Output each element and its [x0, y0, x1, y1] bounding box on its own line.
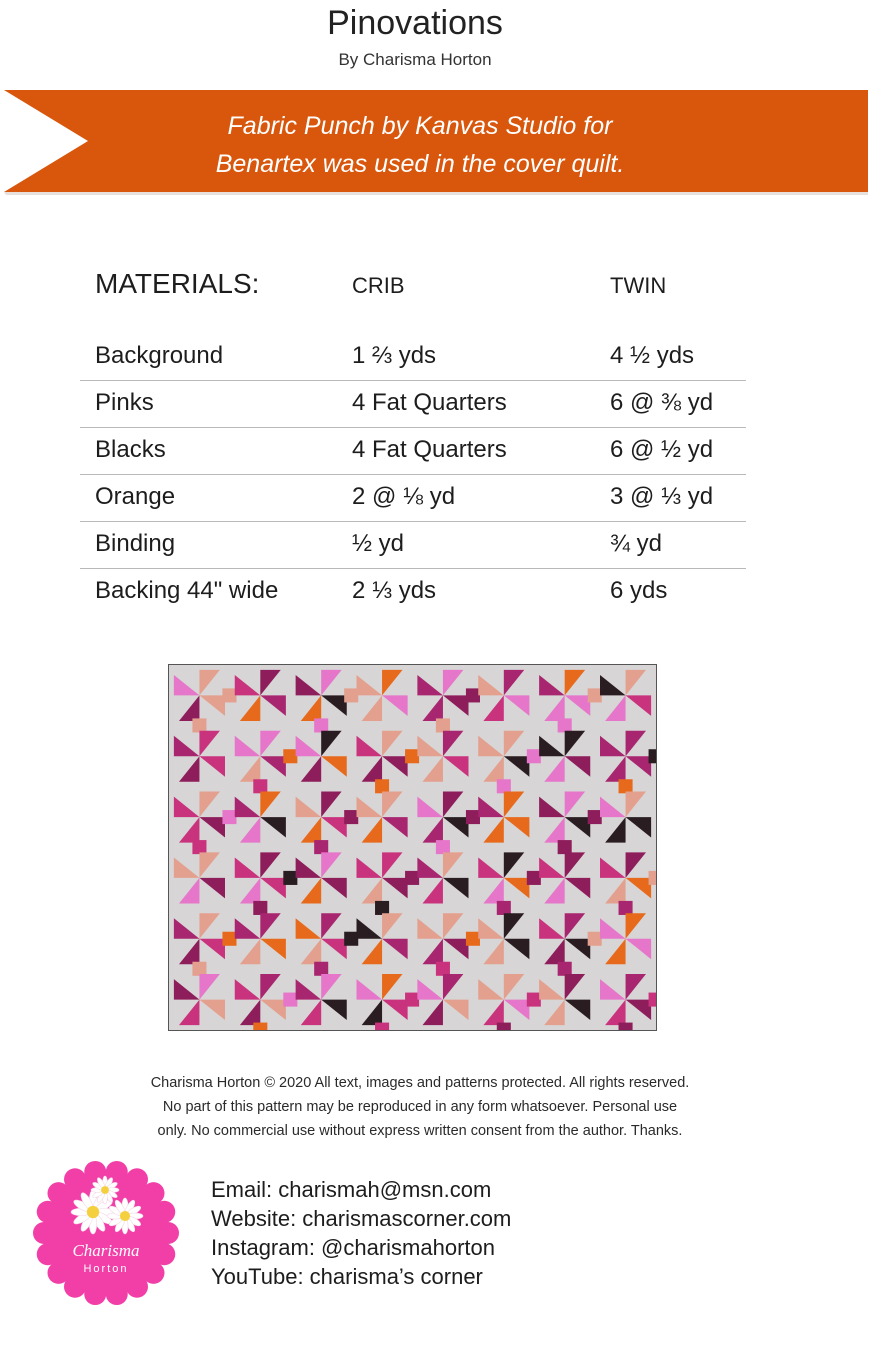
quilt-patch [362, 878, 382, 904]
quilt-patch [588, 932, 602, 946]
quilt-patch [235, 979, 261, 999]
quilt-patch [199, 695, 225, 715]
quilt-patch [417, 675, 443, 695]
quilt-patch [260, 939, 286, 959]
quilt-patch [283, 993, 297, 1007]
quilt-patch [260, 670, 280, 696]
quilt-patch [296, 857, 322, 877]
quilt-patch [605, 878, 625, 904]
quilt-patch [558, 962, 572, 976]
quilt-patch [174, 979, 200, 999]
quilt-patch [174, 736, 200, 756]
quilt-patch [527, 871, 541, 885]
quilt-patch [382, 670, 402, 696]
quilt-patch [260, 1000, 286, 1020]
quilt-patch [504, 878, 530, 898]
quilt-patch [605, 756, 625, 782]
quilt-patch [192, 718, 206, 732]
quilt-patch [600, 979, 626, 999]
quilt-patch [222, 810, 236, 824]
quilt-patch [565, 1000, 591, 1020]
table-row [80, 381, 746, 428]
quilt-patch [443, 939, 469, 959]
quilt-patch [240, 939, 260, 965]
quilt-patch [626, 731, 646, 757]
quilt-patch [222, 932, 236, 946]
quilt-patch [626, 1000, 652, 1020]
quilt-patch [443, 974, 463, 1000]
quilt-patch [179, 1000, 199, 1026]
quilt-patch [466, 688, 480, 702]
quilt-patch [422, 878, 442, 904]
quilt-patch [565, 792, 585, 818]
contact-instagram: Instagram: @charismahorton [211, 1235, 496, 1260]
table-row [80, 428, 746, 475]
quilt-patch [260, 792, 280, 818]
quilt-patch [539, 736, 565, 756]
quilt-patch [605, 939, 625, 965]
quilt-patch [362, 1000, 382, 1026]
quilt-patch [588, 810, 602, 824]
quilt-patch [296, 918, 322, 938]
quilt-patch [626, 852, 646, 878]
quilt-patch [417, 797, 443, 817]
quilt-patch [619, 901, 633, 915]
quilt-patch [626, 670, 646, 696]
quilt-patch [539, 857, 565, 877]
quilt-patch [558, 718, 572, 732]
column-header-crib: CRIB [352, 273, 405, 298]
quilt-patch [260, 756, 286, 776]
quilt-patch [382, 913, 402, 939]
quilt-patch [382, 756, 408, 776]
quilt-patch [417, 857, 443, 877]
quilt-patch [283, 871, 297, 885]
quilt-patch [497, 1023, 511, 1030]
quilt-patch [382, 817, 408, 837]
quilt-patch [375, 779, 389, 793]
copyright-line-2: No part of this pattern may be reproduced in any form whatsoever. Personal use [162, 1099, 678, 1115]
quilt-patch [382, 939, 408, 959]
quilt-patch [649, 749, 656, 763]
quilt-patch [382, 878, 408, 898]
crib-amount: 2 ⅓ yds [352, 577, 437, 604]
quilt-patch [321, 670, 341, 696]
banner-line-1: Fabric Punch by Kanvas Studio for [227, 112, 613, 140]
quilt-patch [504, 731, 524, 757]
quilt-patch [301, 878, 321, 904]
twin-amount: 6 @ ⅜ yd [610, 389, 714, 416]
material-item: Binding [95, 530, 176, 557]
quilt-patch [600, 736, 626, 756]
quilt-patch [527, 993, 541, 1007]
quilt-patch [235, 736, 261, 756]
quilt-patch [483, 817, 503, 843]
quilt-patch [222, 688, 236, 702]
quilt-patch [539, 918, 565, 938]
quilt-patch [544, 939, 564, 965]
quilt-patch [539, 979, 565, 999]
logo-badge [33, 1160, 179, 1306]
copyright-line-1: Charisma Horton © 2020 All text, images and patterns protected. All rights reserved. [150, 1075, 690, 1091]
copyright-line-3: only. No commercial use without express written consent from the author. Thanks. [157, 1123, 683, 1139]
quilt-patch [565, 731, 585, 757]
quilt-patch [362, 817, 382, 843]
quilt-patch [199, 731, 219, 757]
quilt-patch [483, 756, 503, 782]
quilt-patch [565, 913, 585, 939]
crib-amount: 2 @ ⅛ yd [352, 483, 456, 510]
quilt-patch [483, 878, 503, 904]
quilt-patch [253, 901, 267, 915]
quilt-patch [199, 939, 225, 959]
quilt-patch [199, 792, 219, 818]
quilt-patch [600, 857, 626, 877]
quilt-patch [357, 857, 383, 877]
quilt-patch [362, 756, 382, 782]
table-row [80, 475, 746, 522]
quilt-patch [497, 901, 511, 915]
quilt-patch [321, 1000, 347, 1020]
quilt-patch [619, 1023, 633, 1030]
quilt-patch [565, 939, 591, 959]
quilt-patch [504, 1000, 530, 1020]
quilt-patch [422, 695, 442, 721]
quilt-patch [260, 695, 286, 715]
quilt-patch [174, 857, 200, 877]
quilt-patch [321, 913, 341, 939]
quilt-patch [382, 695, 408, 715]
quilt-patch [436, 718, 450, 732]
quilt-patch [565, 695, 591, 715]
contact-email: Email: charismah@msn.com [211, 1177, 492, 1202]
quilt-patch [443, 878, 469, 898]
quilt-patch [174, 675, 200, 695]
twin-amount: 6 yds [610, 577, 668, 604]
quilt-patch [600, 797, 626, 817]
quilt-patch [192, 962, 206, 976]
quilt-patch [199, 756, 225, 776]
quilt-patch [504, 939, 530, 959]
quilt-patch [478, 797, 504, 817]
quilt-patch [497, 779, 511, 793]
quilt-patch [483, 939, 503, 965]
material-item: Blacks [95, 436, 166, 463]
quilt-patch [260, 913, 280, 939]
quilt-patch [544, 695, 564, 721]
logo-name-last: Horton [83, 1263, 129, 1275]
quilt-patch [179, 695, 199, 721]
quilt-patch [565, 878, 591, 898]
quilt-patch [443, 1000, 469, 1020]
quilt-patch [422, 1000, 442, 1026]
quilt-patch [626, 792, 646, 818]
quilt-patch [174, 797, 200, 817]
quilt-patch [301, 756, 321, 782]
quilt-patch [301, 695, 321, 721]
quilt-patch [443, 792, 463, 818]
quilt-patch [626, 817, 652, 837]
quilt-patch [192, 840, 206, 854]
quilt-patch [314, 718, 328, 732]
quilt-patch [443, 731, 463, 757]
quilt-patch [357, 736, 383, 756]
quilt-patch [544, 1000, 564, 1026]
quilt-patch [422, 817, 442, 843]
quilt-patch [179, 878, 199, 904]
quilt-patch [443, 852, 463, 878]
quilt-patch [478, 675, 504, 695]
quilt-patch [321, 756, 347, 776]
quilt-patch [588, 688, 602, 702]
quilt-patch [483, 1000, 503, 1026]
twin-amount: 6 @ ½ yd [610, 436, 714, 463]
quilt-patch [344, 810, 358, 824]
quilt-patch [382, 792, 402, 818]
quilt-patch [478, 918, 504, 938]
quilt-patch [321, 852, 341, 878]
quilt-patch [199, 878, 225, 898]
quilt-patch [382, 731, 402, 757]
quilt-patch [240, 817, 260, 843]
contact-website: Website: charismascorner.com [211, 1206, 512, 1231]
contact-youtube: YouTube: charisma’s corner [211, 1264, 483, 1289]
banner-line-2: Benartex was used in the cover quilt. [215, 150, 625, 178]
quilt-patch [539, 797, 565, 817]
quilt-patch [436, 840, 450, 854]
quilt-patch [504, 670, 524, 696]
quilt-patch [357, 918, 383, 938]
contact-info [211, 1175, 511, 1291]
quilt-patch [240, 756, 260, 782]
twin-amount: ¾ yd [610, 530, 663, 557]
quilt-patch [321, 695, 347, 715]
quilt-patch [375, 1023, 389, 1030]
quilt-patch [362, 939, 382, 965]
material-item: Pinks [95, 389, 154, 416]
quilt-patch [321, 878, 347, 898]
quilt-patch [235, 797, 261, 817]
quilt-patch [314, 962, 328, 976]
quilt-patch [605, 817, 625, 843]
quilt-patch [626, 974, 646, 1000]
quilt-patch [443, 670, 463, 696]
quilt-patch [544, 756, 564, 782]
quilt-patch [504, 695, 530, 715]
quilt-cover-image [168, 664, 657, 1031]
quilt-patch [199, 974, 219, 1000]
quilt-patch [417, 979, 443, 999]
quilt-patch [443, 913, 463, 939]
banner-text [100, 107, 740, 183]
quilt-patch [504, 913, 524, 939]
quilt-patch [314, 840, 328, 854]
quilt-patch [344, 932, 358, 946]
quilt-patch [199, 913, 219, 939]
materials-table [80, 334, 746, 615]
quilt-patch [436, 962, 450, 976]
quilt-patch [321, 792, 341, 818]
table-row [80, 522, 746, 569]
quilt-patch [301, 817, 321, 843]
quilt-patch [626, 756, 652, 776]
quilt-patch [235, 918, 261, 938]
quilt-patch [375, 901, 389, 915]
copyright-notice [60, 1071, 780, 1143]
quilt-patch [382, 1000, 408, 1020]
quilt-patch [260, 852, 280, 878]
quilt-pinwheel-blocks [169, 665, 656, 1030]
quilt-patch [253, 779, 267, 793]
quilt-patch [260, 731, 280, 757]
quilt-patch [405, 749, 419, 763]
crib-amount: ½ yd [352, 530, 405, 557]
quilt-patch [565, 974, 585, 1000]
quilt-patch [296, 675, 322, 695]
quilt-patch [478, 736, 504, 756]
quilt-patch [649, 993, 656, 1007]
column-header-twin: TWIN [610, 273, 667, 298]
quilt-patch [619, 779, 633, 793]
materials-heading: MATERIALS: [95, 268, 260, 299]
logo-name-first: Charisma [72, 1241, 140, 1260]
quilt-patch [600, 918, 626, 938]
quilt-patch [626, 695, 652, 715]
quilt-patch [417, 918, 443, 938]
material-item: Orange [95, 483, 176, 510]
crib-amount: 4 Fat Quarters [352, 436, 507, 463]
quilt-patch [626, 878, 652, 898]
quilt-patch [466, 932, 480, 946]
quilt-patch [544, 878, 564, 904]
quilt-patch [504, 974, 524, 1000]
quilt-patch [240, 1000, 260, 1026]
quilt-patch [199, 817, 225, 837]
author-byline: By Charisma Horton [338, 50, 492, 69]
quilt-patch [600, 675, 626, 695]
quilt-patch [565, 817, 591, 837]
crib-amount: 4 Fat Quarters [352, 389, 507, 416]
quilt-patch [417, 736, 443, 756]
quilt-patch [483, 695, 503, 721]
quilt-patch [504, 792, 524, 818]
quilt-patch [565, 670, 585, 696]
quilt-patch [240, 695, 260, 721]
quilt-patch [235, 857, 261, 877]
quilt-patch [174, 918, 200, 938]
table-row [80, 569, 746, 615]
quilt-patch [260, 878, 286, 898]
quilt-patch [283, 749, 297, 763]
quilt-patch [179, 756, 199, 782]
quilt-patch [301, 939, 321, 965]
quilt-patch [565, 852, 585, 878]
quilt-patch [527, 749, 541, 763]
material-item: Backing 44" wide [95, 577, 279, 604]
quilt-patch [357, 797, 383, 817]
table-row [80, 334, 746, 381]
material-item: Background [95, 342, 224, 369]
quilt-patch [321, 939, 347, 959]
quilt-patch [504, 852, 524, 878]
quilt-patch [504, 756, 530, 776]
quilt-patch [443, 756, 469, 776]
quilt-patch [321, 817, 347, 837]
quilt-patch [626, 939, 652, 959]
quilt-patch [443, 695, 469, 715]
quilt-patch [382, 974, 402, 1000]
quilt-patch [605, 695, 625, 721]
quilt-patch [362, 695, 382, 721]
quilt-patch [235, 675, 261, 695]
quilt-patch [405, 993, 419, 1007]
quilt-patch [382, 852, 402, 878]
quilt-patch [344, 688, 358, 702]
quilt-patch [544, 817, 564, 843]
quilt-patch [296, 797, 322, 817]
quilt-patch [405, 871, 419, 885]
quilt-patch [357, 675, 383, 695]
quilt-patch [179, 817, 199, 843]
quilt-patch [199, 1000, 225, 1020]
quilt-patch [260, 974, 280, 1000]
quilt-patch [296, 979, 322, 999]
quilt-patch [179, 939, 199, 965]
quilt-patch [466, 810, 480, 824]
twin-amount: 3 @ ⅓ yd [610, 483, 714, 510]
quilt-patch [260, 817, 286, 837]
quilt-patch [357, 979, 383, 999]
quilt-patch [422, 939, 442, 965]
crib-amount: 1 ⅔ yds [352, 342, 437, 369]
quilt-patch [199, 670, 219, 696]
quilt-patch [253, 1023, 267, 1030]
quilt-patch [478, 979, 504, 999]
quilt-patch [539, 675, 565, 695]
quilt-patch [240, 878, 260, 904]
quilt-patch [565, 756, 591, 776]
quilt-patch [649, 871, 656, 885]
quilt-patch [605, 1000, 625, 1026]
quilt-patch [301, 1000, 321, 1026]
quilt-patch [558, 840, 572, 854]
pattern-title: Pinovations [327, 4, 503, 42]
quilt-patch [626, 913, 646, 939]
quilt-patch [321, 731, 341, 757]
quilt-patch [478, 857, 504, 877]
quilt-patch [199, 852, 219, 878]
quilt-patch [504, 817, 530, 837]
twin-amount: 4 ½ yds [610, 342, 695, 369]
quilt-patch [296, 736, 322, 756]
quilt-patch [321, 974, 341, 1000]
quilt-patch [422, 756, 442, 782]
charisma-horton-logo [33, 1160, 179, 1306]
quilt-patch [443, 817, 469, 837]
